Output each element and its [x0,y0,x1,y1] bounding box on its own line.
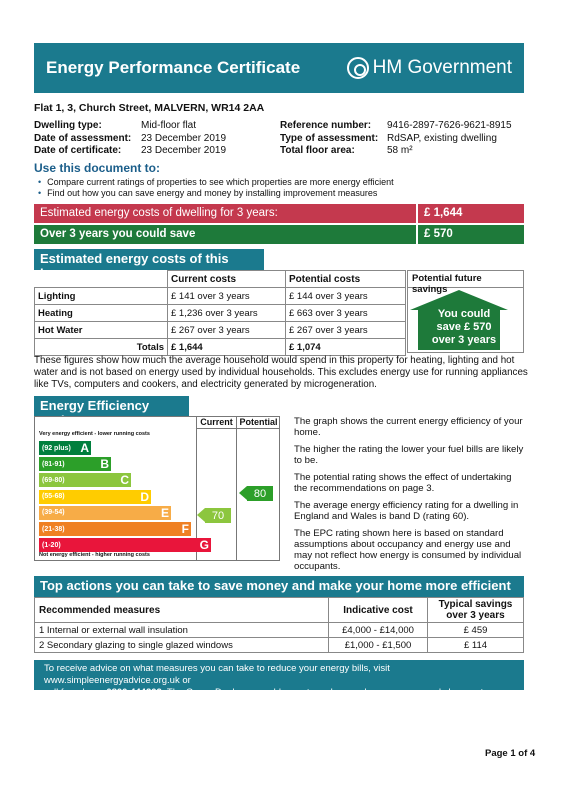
table-row [35,623,524,638]
rating-band-a [39,441,91,455]
measure-cost: £4,000 - £14,000 [329,623,428,638]
use-document-title: Use this document to: [34,161,161,175]
energy-rating-chart [34,416,280,561]
rating-top-note: Very energy efficient - lower running costs [39,431,150,437]
rating-band-letter: G [199,538,209,553]
potential-rating-arrow: 80 [247,486,273,501]
totals-potential: £ 1,074 [286,339,406,356]
rating-band-b [39,457,111,471]
rating-band-e [39,506,171,520]
measure-name: 2 Secondary glazing to single glazed windows [35,638,329,653]
rating-band-range: (21-38) [42,525,65,533]
savings-line: over 3 years [431,334,497,346]
rating-section-title: Energy Efficiency Rating [34,396,189,417]
table-header [35,271,168,288]
costs-note: These figures show how much the average household would spend in this property for heating, lighting and hot water and is not based on energy used by individual households. This excludes energy use for running appliances like TVs, computers and cookers, and electricity generated by microgeneration. [34,355,528,390]
certificate-title: Energy Performance Certificate [46,58,301,77]
detail-value: 23 December 2019 [141,145,227,156]
rating-band-range: (39-54) [42,509,65,517]
rating-band-range: (92 plus) [42,444,71,452]
rating-explanation [294,416,526,578]
cost-label: Lighting [35,288,168,305]
details-row [34,133,529,146]
detail-value: 9416-2897-7626-9621-8915 [387,120,512,131]
rating-band-letter: C [120,473,129,488]
measure-name: 1 Internal or external wall insulation [35,623,329,638]
savings-line: You could [437,308,491,320]
rating-band-letter: E [160,505,169,520]
detail-value: 23 December 2019 [141,132,227,144]
current-rating-arrow: 70 [205,508,231,523]
rating-band-letter: F [181,522,189,536]
advice-footer [34,660,524,698]
advice-line: To receive advice on what measures you can take to reduce your energy bills, visit www.simpleenergyadvice.org.uk or [44,663,390,686]
savings-label: Over 3 years you could save [40,228,196,240]
bullet-item: • Find out how you can save energy and money by installing improvement measures [38,188,394,199]
freephone-number: 0800 444202 [106,687,162,698]
house-savings-text [412,308,516,347]
cost-potential: £ 144 over 3 years [286,288,406,305]
estimated-costs-value: £ 1,644 [416,204,524,223]
rating-band-range: (69-80) [42,476,65,484]
cost-label: Hot Water [35,322,168,339]
table-row [35,322,406,339]
cost-current: £ 267 over 3 years [168,322,286,339]
rating-band-letter: D [140,489,149,504]
table-header: Indicative cost [329,598,428,623]
current-column-header: Current [196,417,236,429]
cost-current: £ 141 over 3 years [168,288,286,305]
advice-text: call freephone [44,687,107,698]
rating-band-d [39,490,151,504]
detail-value: 58 m² [387,145,413,156]
table-row [35,638,524,653]
rating-text: The higher the rating the lower your fuel bills are likely to be. [294,444,524,466]
rating-text: The graph shows the current energy efficiency of your home. [294,416,523,438]
costs-table [34,270,406,356]
rating-text: The EPC rating shown here is based on standard assumptions about occupancy and energy use and may not reflect how energy is consumed by individual occupants. [294,528,522,572]
detail-label: Type of assessment: [280,132,379,144]
measure-saving: £ 459 [428,623,524,638]
rating-band-letter: B [100,457,109,472]
cost-current: £ 1,236 over 3 years [168,305,286,322]
property-address: Flat 1, 3, Church Street, MALVERN, WR14 2AA [34,102,265,114]
page-number: Page 1 of 4 [485,748,536,759]
detail-label: Reference number: [280,120,372,131]
potential-column-header: Potential [236,417,280,429]
rating-band-letter: A [80,441,89,455]
rating-band-range: (81-91) [42,460,65,468]
rating-bottom-note: Not energy efficient - higher running costs [39,552,150,558]
actions-section-title: Top actions you can take to save money and make your home more efficient [34,576,524,597]
detail-value: RdSAP, existing dwelling [387,132,497,144]
detail-label: Date of assessment: [34,132,132,144]
future-savings-header: Potential future savings [408,271,523,288]
actions-table [34,597,524,653]
costs-section-title: Estimated energy costs of this home [34,249,264,270]
rating-band-range: (1-20) [42,541,61,549]
use-bullets [38,177,394,199]
advice-line [44,687,514,699]
measure-saving: £ 114 [428,638,524,653]
table-header-row [35,271,406,288]
detail-label: Date of certificate: [34,145,122,156]
savings-line: save £ 570 [436,321,492,333]
rating-band-c [39,473,131,487]
measure-cost: £1,000 - £1,500 [329,638,428,653]
estimated-costs-label: Estimated energy costs of dwelling for 3 years: [40,207,278,219]
rating-band-g [39,538,211,552]
savings-band [34,225,524,244]
savings-value: £ 570 [416,225,524,244]
table-row [35,288,406,305]
estimated-costs-band [34,204,524,223]
table-row [35,305,406,322]
advice-text: . The Green Deal may enable you to make your home warmer and cheaper to run. [161,687,508,698]
detail-value: Mid-floor flat [141,120,197,131]
bullet-item: • Compare current ratings of properties to see which properties are more energy efficient [38,177,394,188]
details-row [34,120,529,133]
table-header: Current costs [168,271,286,288]
cost-label: Heating [35,305,168,322]
rating-text: The average energy efficiency rating for a dwelling in England and Wales is band D (rating 60). [294,500,519,522]
cost-potential: £ 663 over 3 years [286,305,406,322]
table-header: Potential costs [286,271,406,288]
cost-potential: £ 267 over 3 years [286,322,406,339]
table-header: Typical savings over 3 years [428,598,524,623]
hm-government-logo [347,57,512,79]
certificate-header [34,43,524,93]
details-row [34,145,529,158]
rating-band-range: (55-68) [42,493,65,501]
rating-text: The potential rating shows the effect of undertaking the recommendations on page 3. [294,472,512,494]
crown-crest-icon [347,57,369,79]
detail-label: Total floor area: [280,145,355,156]
table-header: Recommended measures [35,598,329,623]
hm-government-text: HM Government [372,57,512,78]
totals-label: Totals [35,339,168,356]
totals-row [35,339,406,356]
property-details [34,120,529,158]
table-header-row [35,598,524,623]
totals-current: £ 1,644 [168,339,286,356]
detail-label: Dwelling type: [34,120,102,131]
rating-band-f [39,522,191,536]
